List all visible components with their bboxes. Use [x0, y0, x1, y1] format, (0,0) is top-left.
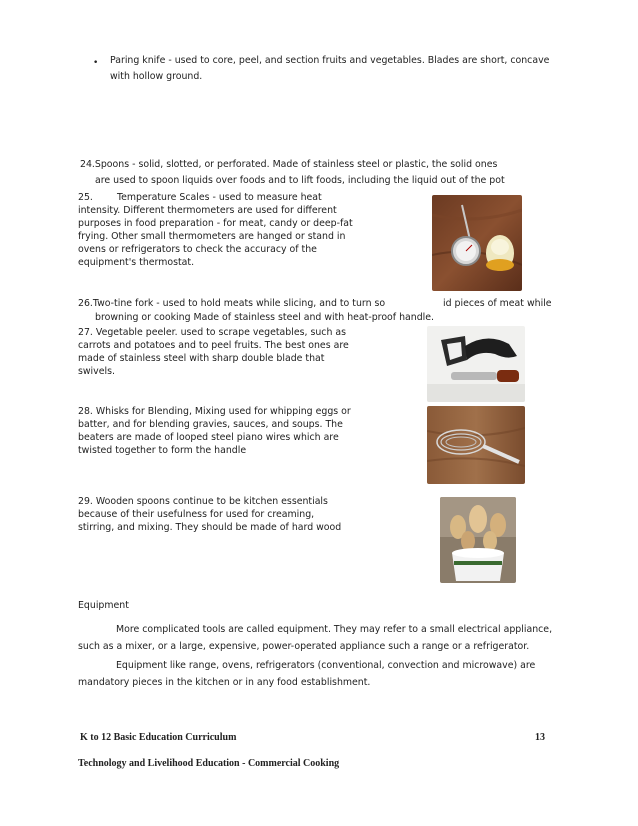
item25-line3: purposes in food preparation - for meat, candy or deep-fat — [78, 218, 353, 229]
item28-line2: batter, and for blending gravies, sauces, and soups. The — [78, 419, 343, 430]
item25-line2: intensity. Different thermometers are used for different — [78, 205, 337, 216]
item29-line2: because of their usefulness for used for creaming, — [78, 509, 315, 520]
item25-line1: Temperature Scales - used to measure heat — [117, 192, 322, 203]
item25-line6: equipment's thermostat. — [78, 257, 195, 268]
thermometer-photo — [432, 195, 522, 291]
equipment-p2-line1: Equipment like range, ovens, refrigerators (conventional, convection and microwave) are — [116, 660, 536, 671]
item24-line1: 24.Spoons - solid, slotted, or perforated. Made of stainless steel or plastic, the solid ones — [80, 159, 498, 170]
item25-line5: ovens or refrigerators to check the accuracy of the — [78, 244, 317, 255]
wooden-spoons-photo — [440, 497, 516, 583]
page-number: 13 — [535, 732, 545, 743]
item27-line3: made of stainless steel with sharp double blade that — [78, 353, 325, 364]
item25-number: 25. — [78, 192, 93, 203]
vegetable-peeler-photo — [427, 326, 525, 402]
item29-line3: stirring, and mixing. They should be made of hard wood — [78, 522, 342, 533]
equipment-p1-line2: such as a mixer, or a large, expensive, power-operated appliance such a range or a refrigerator. — [78, 641, 530, 652]
item26-line1: 26.Two-tine fork - used to hold meats while slicing, and to turn so — [78, 298, 386, 309]
footer-subject: Technology and Livelihood Education - Commercial Cooking — [78, 758, 340, 769]
item26-line1-continuation: id pieces of meat while — [443, 298, 552, 309]
equipment-p1-line1: More complicated tools are called equipment. They may refer to a small electrical appliance, — [116, 624, 553, 635]
item26-line2: browning or cooking Made of stainless steel and with heat-proof handle. — [95, 312, 435, 323]
item25-line4: frying. Other small thermometers are hanged or stand in — [78, 231, 346, 242]
equipment-heading: Equipment — [78, 600, 129, 611]
paring-knife-line1: Paring knife - used to core, peel, and section fruits and vegetables. Blades are short, concave — [110, 55, 550, 66]
item27-line4: swivels. — [78, 366, 115, 377]
whisk-photo — [427, 406, 525, 484]
item29-line1: 29. Wooden spoons continue to be kitchen essentials — [78, 496, 328, 507]
paring-knife-line2: with hollow ground. — [110, 71, 203, 82]
item27-line1: 27. Vegetable peeler. used to scrape vegetables, such as — [78, 327, 347, 338]
equipment-p2-line2: mandatory pieces in the kitchen or in any food establishment. — [78, 677, 371, 688]
item28-line1: 28. Whisks for Blending, Mixing used for whipping eggs or — [78, 406, 351, 417]
item24-line2: are used to spoon liquids over foods and to lift foods, including the liquid out of the pot — [95, 175, 505, 186]
item28-line4: twisted together to form the handle — [78, 445, 247, 456]
bullet-icon: • — [93, 58, 99, 68]
item27-line2: carrots and potatoes and to peel fruits. The best ones are — [78, 340, 349, 351]
footer-curriculum: K to 12 Basic Education Curriculum — [80, 732, 237, 743]
item28-line3: beaters are made of looped steel piano wires which are — [78, 432, 339, 443]
